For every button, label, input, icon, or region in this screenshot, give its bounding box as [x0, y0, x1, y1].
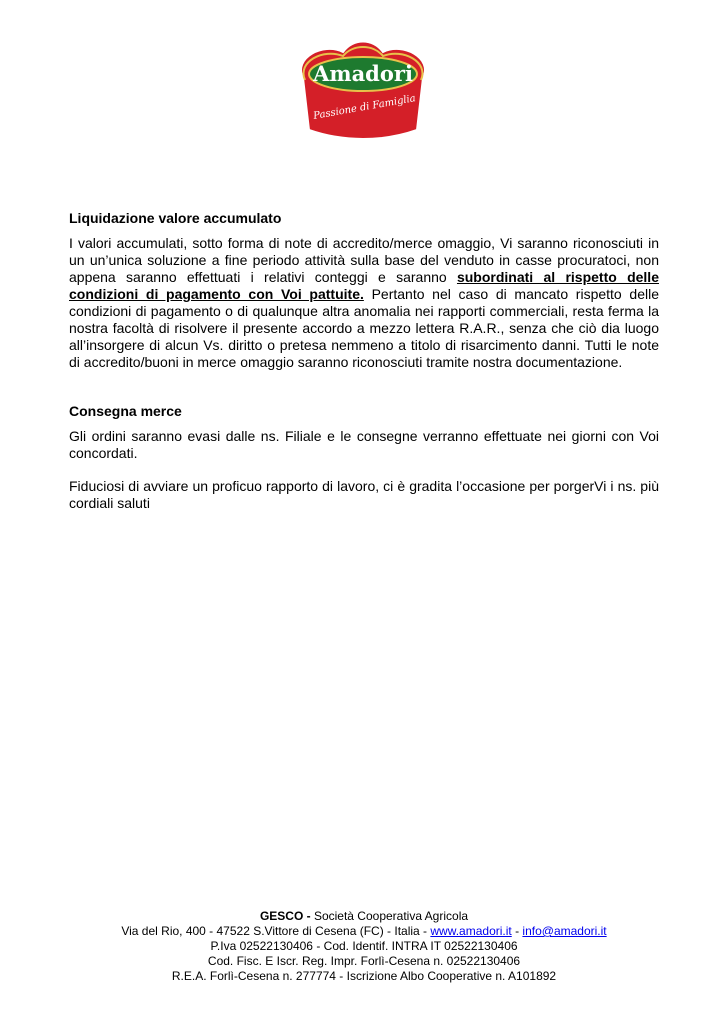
letter-body	[69, 210, 659, 512]
liquidation-text-part2: Pertanto nel caso di mancato rispetto delle condizioni di pagamento o di qualunque altra anomalia nei rapporti commerciali, resta ferma la nostra facoltà di risolvere il presente accordo a mezzo lettera R.A.R., senza che ciò dia luogo all’insorgere di alcun Vs. diritto o pretesa nemmeno a titolo di risarcimento danni. Tutti le note di accredito/buoni in merce omaggio saranno riconosciuti tramite nostra documentazione.	[69, 286, 659, 370]
footer-company-line	[0, 909, 728, 924]
section-heading-liquidation: Liquidazione valore accumulato	[69, 210, 282, 226]
footer	[0, 909, 728, 984]
footer-company-desc: Società Cooperativa Agricola	[310, 909, 469, 923]
closing-paragraph: Fiduciosi di avviare un proficuo rapporto di lavoro, ci è gradita l’occasione per porgerVi i ns. più cordiali saluti	[69, 478, 659, 511]
footer-rea-line: R.E.A. Forlì-Cesena n. 277774 - Iscrizione Albo Cooperative n. A101892	[171, 969, 557, 983]
brand-tagline: Passione di Famiglia	[312, 93, 417, 122]
brand-name: Amadori	[313, 61, 413, 86]
website-link[interactable]: www.amadori.it	[430, 924, 512, 938]
delivery-paragraph: Gli ordini saranno evasi dalle ns. Filiale e le consegne verranno effettuate nei giorni con Voi concordati.	[69, 428, 659, 461]
amadori-logo	[283, 38, 443, 144]
section-heading-delivery: Consegna merce	[69, 403, 182, 419]
liquidation-text-part1: I valori accumulati, sotto forma di note di accredito/merce omaggio, Vi saranno riconosciuti in un un’unica soluzione a fine periodo attività sulla base del venduto in casse procuratoci, non appena saranno effettuati i relativi conteggi e saranno	[69, 235, 659, 285]
footer-address: Via del Rio, 400 - 47522 S.Vittore di Cesena (FC) - Italia -	[121, 924, 431, 938]
footer-address-line	[0, 924, 728, 939]
email-link[interactable]: info@amadori.it	[522, 924, 607, 938]
footer-fiscal-line: Cod. Fisc. E Iscr. Reg. Impr. Forlì-Cesena n. 02522130406	[207, 954, 521, 968]
liquidation-paragraph	[69, 235, 659, 371]
footer-company: GESCO -	[259, 909, 311, 923]
liquidation-text-emphasis: subordinati al rispetto delle condizioni di pagamento con Voi pattuite.	[69, 269, 659, 302]
footer-separator: -	[511, 924, 523, 938]
footer-vat-line: P.Iva 02522130406 - Cod. Identif. INTRA IT 02522130406	[210, 939, 518, 953]
